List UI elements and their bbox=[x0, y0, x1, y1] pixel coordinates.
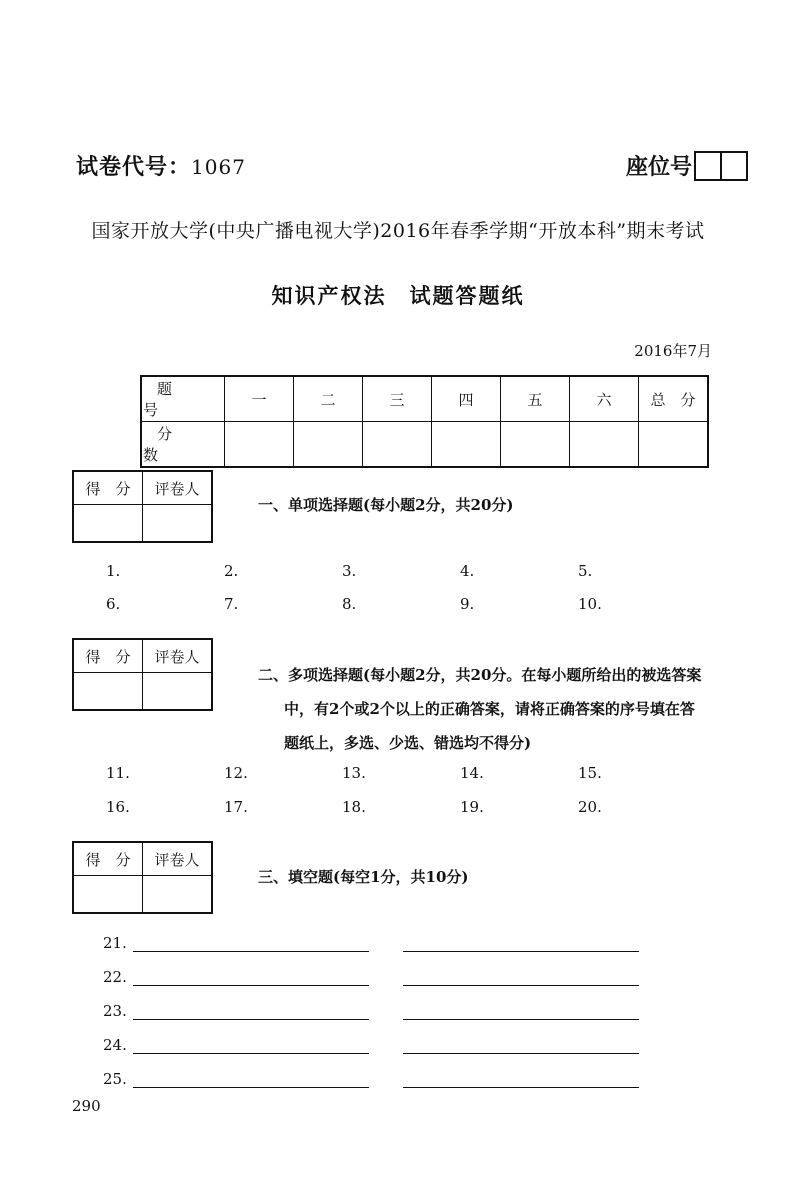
grader-score-label: 得 分 bbox=[73, 639, 143, 673]
score-table bbox=[140, 375, 709, 468]
grader-name-cell[interactable] bbox=[143, 673, 213, 711]
seat-box-2[interactable] bbox=[722, 151, 748, 181]
question-number: 22. bbox=[103, 968, 127, 986]
question-number: 21. bbox=[103, 934, 127, 952]
answer-blank[interactable] bbox=[133, 971, 369, 986]
grader-name-label: 评卷人 bbox=[143, 842, 213, 876]
answer-blank[interactable] bbox=[133, 1073, 369, 1088]
exam-code-value: 1067 bbox=[191, 155, 246, 179]
score-cell[interactable] bbox=[639, 422, 709, 468]
question-number: 4. bbox=[460, 562, 475, 580]
question-number: 15. bbox=[578, 764, 602, 782]
page-number: 290 bbox=[72, 1097, 101, 1115]
answer-blank[interactable] bbox=[403, 937, 639, 952]
question-number: 9. bbox=[460, 595, 475, 613]
question-number: 25. bbox=[103, 1070, 127, 1088]
score-cell[interactable] bbox=[225, 422, 294, 468]
question-number: 11. bbox=[106, 764, 130, 782]
question-number: 5. bbox=[578, 562, 593, 580]
answer-blank[interactable] bbox=[133, 1005, 369, 1020]
answer-blank[interactable] bbox=[403, 1039, 639, 1054]
grader-box-2 bbox=[72, 638, 213, 711]
question-number: 13. bbox=[342, 764, 366, 782]
grader-name-cell[interactable] bbox=[143, 876, 213, 914]
subject-title: 知识产权法 试题答题纸 bbox=[271, 283, 525, 308]
question-number: 17. bbox=[224, 798, 248, 816]
score-col-6: 六 bbox=[570, 376, 639, 422]
question-number: 16. bbox=[106, 798, 130, 816]
question-number: 20. bbox=[578, 798, 602, 816]
score-cell[interactable] bbox=[501, 422, 570, 468]
answer-blank[interactable] bbox=[133, 937, 369, 952]
grader-name-cell[interactable] bbox=[143, 505, 213, 543]
seat-label: 座位号 bbox=[625, 154, 692, 180]
answer-blank[interactable] bbox=[403, 1073, 639, 1088]
score-col-total: 总 分 bbox=[639, 376, 709, 422]
exam-title: 国家开放大学(中央广播电视大学)2016年春季学期“开放本科”期末考试 bbox=[91, 220, 705, 242]
grader-name-label: 评卷人 bbox=[143, 639, 213, 673]
question-number: 6. bbox=[106, 595, 121, 613]
question-number: 18. bbox=[342, 798, 366, 816]
score-col-5: 五 bbox=[501, 376, 570, 422]
score-cell[interactable] bbox=[363, 422, 432, 468]
section-3-title: 三、填空题(每空1分，共10分) bbox=[258, 868, 469, 886]
fill-blank-row bbox=[103, 968, 639, 986]
seat-box-1[interactable] bbox=[694, 151, 722, 181]
fill-blank-row bbox=[103, 934, 639, 952]
question-number: 3. bbox=[342, 562, 357, 580]
score-cell[interactable] bbox=[570, 422, 639, 468]
seat-boxes[interactable] bbox=[694, 151, 748, 181]
question-number: 8. bbox=[342, 595, 357, 613]
fill-blank-row bbox=[103, 1002, 639, 1020]
grader-score-cell[interactable] bbox=[73, 876, 143, 914]
answer-blank[interactable] bbox=[133, 1039, 369, 1054]
section-2-title-cont: 题纸上，多选、少选、错选均不得分) bbox=[284, 734, 532, 752]
score-col-4: 四 bbox=[432, 376, 501, 422]
section-1-title: 一、单项选择题(每小题2分，共20分) bbox=[258, 496, 514, 514]
score-col-1: 一 bbox=[225, 376, 294, 422]
fill-blank-row bbox=[103, 1036, 639, 1054]
grader-box-1 bbox=[72, 470, 213, 543]
question-number: 7. bbox=[224, 595, 239, 613]
question-number: 12. bbox=[224, 764, 248, 782]
score-table-value-row bbox=[141, 422, 708, 468]
grader-score-label: 得 分 bbox=[73, 471, 143, 505]
score-value-label: 分 数 bbox=[141, 422, 225, 468]
question-number: 10. bbox=[578, 595, 602, 613]
grader-name-label: 评卷人 bbox=[143, 471, 213, 505]
grader-score-cell[interactable] bbox=[73, 673, 143, 711]
grader-box-3 bbox=[72, 841, 213, 914]
question-number: 23. bbox=[103, 1002, 127, 1020]
exam-date: 2016年7月 bbox=[634, 342, 712, 360]
score-cell[interactable] bbox=[432, 422, 501, 468]
answer-blank[interactable] bbox=[403, 1005, 639, 1020]
score-row-label: 题 号 bbox=[141, 376, 225, 422]
question-number: 24. bbox=[103, 1036, 127, 1054]
score-col-3: 三 bbox=[363, 376, 432, 422]
section-2-title: 二、多项选择题(每小题2分，共20分。在每小题所给出的被选答案 bbox=[258, 666, 702, 684]
exam-code-label: 试卷代号： bbox=[76, 154, 192, 180]
question-number: 19. bbox=[460, 798, 484, 816]
grader-score-cell[interactable] bbox=[73, 505, 143, 543]
question-number: 2. bbox=[224, 562, 239, 580]
question-number: 14. bbox=[460, 764, 484, 782]
answer-blank[interactable] bbox=[403, 971, 639, 986]
seat-number bbox=[626, 150, 748, 181]
score-col-2: 二 bbox=[294, 376, 363, 422]
score-table-header-row bbox=[141, 376, 708, 422]
grader-score-label: 得 分 bbox=[73, 842, 143, 876]
exam-code bbox=[76, 150, 246, 181]
fill-blank-row bbox=[103, 1070, 639, 1088]
section-2-title-cont: 中，有2个或2个以上的正确答案，请将正确答案的序号填在答 bbox=[284, 700, 695, 718]
question-number: 1. bbox=[106, 562, 121, 580]
score-cell[interactable] bbox=[294, 422, 363, 468]
